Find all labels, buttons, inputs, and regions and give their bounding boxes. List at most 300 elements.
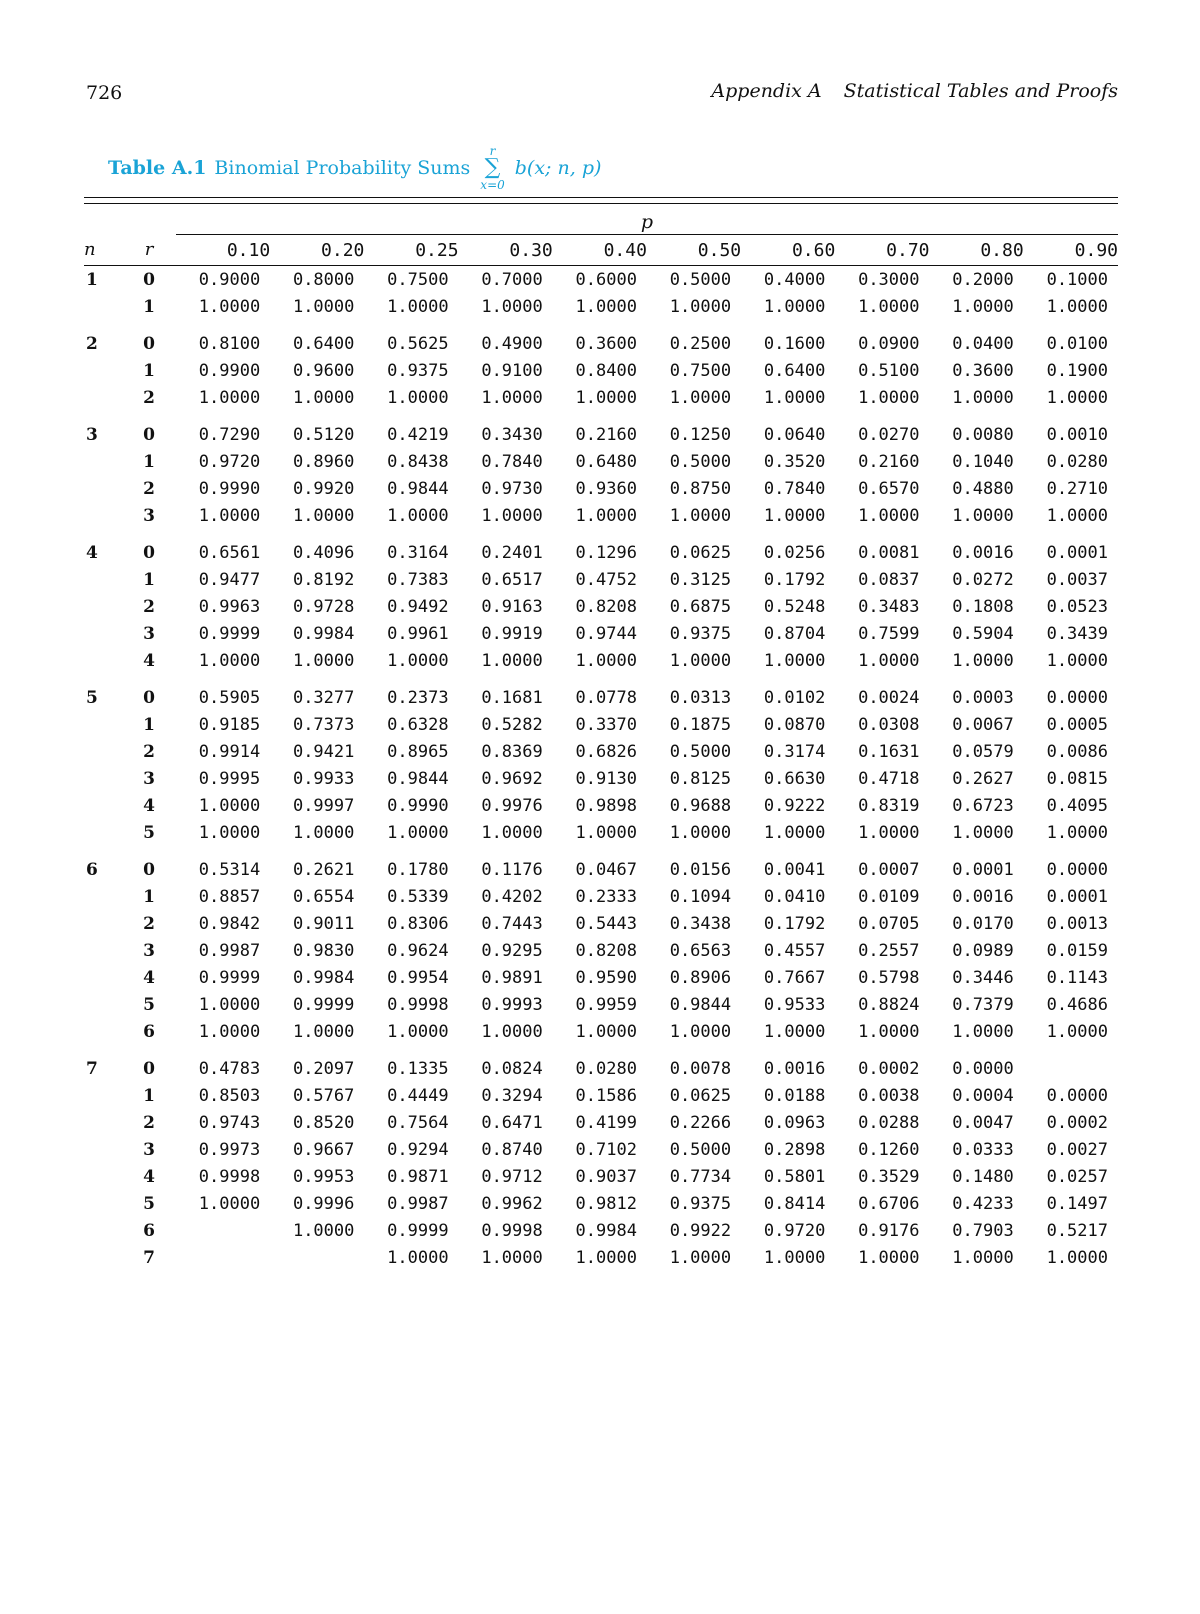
p-header: p	[176, 210, 1118, 235]
probability-cell: 0.0002	[1046, 1112, 1108, 1133]
probability-cell: 0.0188	[763, 1085, 826, 1106]
probability-cell: 0.0001	[1046, 542, 1108, 563]
probability-cell: 1.0000	[292, 505, 355, 526]
probability-cell: 0.9914	[198, 741, 261, 762]
probability-cell: 0.7102	[575, 1139, 637, 1160]
table-row	[84, 593, 1118, 620]
probability-cell: 0.5100	[858, 360, 920, 381]
probability-cell: 0.6706	[858, 1193, 920, 1214]
probability-cell: 0.3370	[575, 714, 637, 735]
table-row	[84, 293, 1118, 320]
probability-cell: 0.7599	[858, 623, 920, 644]
group-spacer	[84, 846, 1118, 856]
probability-cell: 0.9844	[669, 994, 732, 1015]
probability-cell: 0.0705	[858, 913, 920, 934]
probability-cell: 0.9998	[481, 1220, 543, 1241]
probability-cell: 0.9987	[198, 940, 261, 961]
probability-cell: 0.9961	[387, 623, 449, 644]
probability-cell: 0.6570	[858, 478, 920, 499]
n-value	[84, 384, 122, 411]
probability-cell: 0.5798	[858, 967, 920, 988]
probability-cell: 1.0000	[763, 1021, 826, 1042]
probability-cell: 1.0000	[952, 822, 1014, 843]
probability-cell: 0.1792	[763, 913, 826, 934]
probability-cell: 0.5625	[387, 333, 449, 354]
n-value	[84, 991, 122, 1018]
table-row	[84, 819, 1118, 846]
probability-cell: 0.2557	[858, 940, 920, 961]
probability-cell: 0.9999	[198, 967, 261, 988]
probability-cell: 0.0010	[1046, 424, 1108, 445]
probability-cell: 0.0989	[952, 940, 1014, 961]
probability-cell: 0.0001	[952, 859, 1014, 880]
probability-cell	[1024, 1055, 1118, 1082]
probability-cell: 1.0000	[575, 650, 637, 671]
table-row	[84, 357, 1118, 384]
probability-cell: 0.0333	[952, 1139, 1014, 1160]
probability-cell: 0.0640	[763, 424, 826, 445]
probability-cell: 1.0000	[292, 650, 355, 671]
probability-cell: 0.4783	[198, 1058, 261, 1079]
probability-cell: 0.0308	[858, 714, 920, 735]
probability-cell: 0.5339	[387, 886, 449, 907]
table-row	[84, 421, 1118, 448]
r-value: 4	[143, 1166, 155, 1187]
probability-cell: 0.0000	[1046, 1085, 1108, 1106]
probability-cell: 0.9953	[292, 1166, 355, 1187]
probability-cell: 0.1681	[481, 687, 543, 708]
table-row	[84, 1055, 1118, 1082]
probability-cell: 0.0870	[763, 714, 826, 735]
probability-cell: 0.1631	[858, 741, 920, 762]
probability-cell: 0.9976	[481, 795, 543, 816]
probability-cell: 0.0102	[763, 687, 826, 708]
probability-cell: 0.8438	[387, 451, 449, 472]
r-value: 6	[143, 1220, 155, 1241]
p-column-header: 0.25	[415, 239, 459, 261]
probability-cell: 0.8306	[387, 913, 449, 934]
running-head-title: Statistical Tables and Proofs	[843, 80, 1118, 102]
probability-cell: 0.0900	[858, 333, 920, 354]
probability-cell: 0.7000	[481, 269, 543, 290]
probability-cell: 0.7564	[387, 1112, 449, 1133]
n-value	[84, 357, 122, 384]
probability-cell: 0.8400	[575, 360, 637, 381]
probability-cell: 0.6826	[575, 741, 637, 762]
probability-cell: 0.8750	[669, 478, 732, 499]
probability-cell: 0.1176	[481, 859, 543, 880]
table-row	[84, 910, 1118, 937]
r-value: 7	[143, 1247, 155, 1268]
p-column-header: 0.90	[1074, 239, 1118, 261]
probability-cell: 1.0000	[198, 387, 261, 408]
probability-cell: 0.9962	[481, 1193, 543, 1214]
r-value: 2	[143, 1112, 155, 1133]
probability-cell	[176, 1244, 270, 1271]
probability-cell: 1.0000	[952, 1021, 1014, 1042]
probability-cell: 0.2621	[292, 859, 355, 880]
probability-cell: 0.0523	[1046, 596, 1108, 617]
table-row	[84, 1082, 1118, 1109]
r-value: 5	[143, 822, 155, 843]
probability-cell: 0.5217	[1046, 1220, 1108, 1241]
probability-cell: 0.6563	[669, 940, 732, 961]
table-row	[84, 539, 1118, 566]
binomial-expression: b(x; n, p)	[514, 157, 602, 179]
probability-cell: 0.6517	[481, 569, 543, 590]
probability-cell: 1.0000	[763, 296, 826, 317]
probability-cell: 1.0000	[763, 1247, 826, 1268]
probability-cell: 0.6400	[763, 360, 826, 381]
probability-cell: 1.0000	[952, 650, 1014, 671]
n-value	[84, 448, 122, 475]
n-value: 3	[86, 424, 98, 445]
probability-cell: 0.1808	[952, 596, 1014, 617]
r-value: 0	[143, 1058, 155, 1079]
r-value: 1	[143, 296, 155, 317]
p-header-row	[84, 210, 1118, 235]
probability-cell: 0.2500	[669, 333, 732, 354]
n-value	[84, 647, 122, 674]
n-value	[84, 964, 122, 991]
table-row	[84, 566, 1118, 593]
probability-cell: 1.0000	[952, 387, 1014, 408]
probability-cell: 0.0272	[952, 569, 1014, 590]
probability-cell: 0.9712	[481, 1166, 543, 1187]
table-row	[84, 1163, 1118, 1190]
probability-cell: 0.1780	[387, 859, 449, 880]
probability-cell: 0.4686	[1046, 994, 1108, 1015]
probability-cell: 0.9295	[481, 940, 543, 961]
r-value: 1	[143, 360, 155, 381]
probability-cell: 0.9830	[292, 940, 355, 961]
r-value: 1	[143, 451, 155, 472]
probability-cell: 0.0288	[858, 1112, 920, 1133]
probability-cell: 0.8857	[198, 886, 261, 907]
probability-cell: 0.6630	[763, 768, 826, 789]
probability-cell: 0.7383	[387, 569, 449, 590]
n-value	[84, 566, 122, 593]
probability-cell: 0.3439	[1046, 623, 1108, 644]
group-spacer	[84, 529, 1118, 539]
probability-cell: 1.0000	[952, 1247, 1014, 1268]
probability-cell: 0.1497	[1046, 1193, 1108, 1214]
probability-cell: 0.5000	[669, 1139, 732, 1160]
probability-cell: 1.0000	[387, 505, 449, 526]
probability-cell: 0.2627	[952, 768, 1014, 789]
probability-cell: 0.3000	[858, 269, 920, 290]
probability-cell: 0.0837	[858, 569, 920, 590]
probability-cell: 1.0000	[198, 505, 261, 526]
probability-cell: 0.0257	[1046, 1166, 1108, 1187]
r-value: 2	[143, 478, 155, 499]
p-column-header: 0.20	[321, 239, 365, 261]
probability-cell: 0.0007	[858, 859, 920, 880]
probability-cell: 0.3520	[763, 451, 826, 472]
r-value: 2	[143, 913, 155, 934]
probability-cell: 0.7500	[387, 269, 449, 290]
n-value	[84, 910, 122, 937]
n-value	[84, 792, 122, 819]
n-value: 5	[86, 687, 98, 708]
probability-cell: 1.0000	[292, 822, 355, 843]
summation-sigma: ∑	[484, 155, 501, 180]
table-row	[84, 964, 1118, 991]
page-number: 726	[86, 82, 123, 104]
probability-cell: 1.0000	[1046, 387, 1108, 408]
probability-cell: 0.9984	[575, 1220, 637, 1241]
probability-cell: 0.8369	[481, 741, 543, 762]
table-row	[84, 711, 1118, 738]
r-value: 1	[143, 714, 155, 735]
group-spacer	[84, 1045, 1118, 1055]
probability-cell: 0.0081	[858, 542, 920, 563]
table-row	[84, 738, 1118, 765]
table-row	[84, 330, 1118, 357]
probability-cell: 0.1250	[669, 424, 732, 445]
probability-cell: 0.0038	[858, 1085, 920, 1106]
probability-cell: 0.0963	[763, 1112, 826, 1133]
probability-cell: 1.0000	[1046, 1021, 1108, 1042]
n-column-header: n	[84, 239, 96, 261]
probability-cell: 0.9990	[198, 478, 261, 499]
probability-cell: 0.7840	[481, 451, 543, 472]
probability-cell: 0.0625	[669, 1085, 732, 1106]
probability-cell: 0.0003	[952, 687, 1014, 708]
probability-cell: 0.9624	[387, 940, 449, 961]
probability-cell: 0.5905	[198, 687, 261, 708]
probability-cell: 0.9920	[292, 478, 355, 499]
probability-cell: 0.3430	[481, 424, 543, 445]
probability-cell: 0.0109	[858, 886, 920, 907]
n-value	[84, 1244, 122, 1271]
probability-cell: 1.0000	[387, 1021, 449, 1042]
probability-cell: 0.5282	[481, 714, 543, 735]
r-value: 4	[143, 650, 155, 671]
probability-cell: 0.5000	[669, 741, 732, 762]
probability-cell: 0.2373	[387, 687, 449, 708]
probability-cell: 0.1260	[858, 1139, 920, 1160]
table-row	[84, 883, 1118, 910]
probability-cell: 1.0000	[575, 1247, 637, 1268]
probability-cell: 0.9533	[763, 994, 826, 1015]
probability-cell: 1.0000	[669, 387, 732, 408]
probability-cell: 0.6471	[481, 1112, 543, 1133]
probability-cell: 0.9898	[575, 795, 637, 816]
group-spacer	[84, 674, 1118, 684]
probability-cell: 0.0579	[952, 741, 1014, 762]
probability-cell: 0.8520	[292, 1112, 355, 1133]
running-head	[711, 80, 1118, 102]
probability-cell: 1.0000	[292, 296, 355, 317]
n-value: 2	[86, 333, 98, 354]
probability-cell: 0.9954	[387, 967, 449, 988]
summation-symbol	[480, 145, 504, 191]
probability-cell: 0.8414	[763, 1193, 826, 1214]
n-value	[84, 711, 122, 738]
probability-cell: 0.0000	[1046, 859, 1108, 880]
probability-cell: 0.9842	[198, 913, 261, 934]
n-value	[84, 1136, 122, 1163]
running-head-appendix: Appendix A	[711, 80, 822, 102]
probability-cell: 0.9933	[292, 768, 355, 789]
probability-cell: 0.7443	[481, 913, 543, 934]
probability-cell: 0.9997	[292, 795, 355, 816]
probability-cell: 0.0625	[669, 542, 732, 563]
probability-cell: 0.7840	[763, 478, 826, 499]
probability-cell: 0.0080	[952, 424, 1014, 445]
probability-cell: 0.5443	[575, 913, 637, 934]
column-header-row	[84, 235, 1118, 266]
probability-cell: 0.0005	[1046, 714, 1108, 735]
probability-cell: 1.0000	[1046, 822, 1108, 843]
probability-cell: 0.0270	[858, 424, 920, 445]
probability-cell: 1.0000	[387, 822, 449, 843]
binomial-table	[84, 210, 1118, 1271]
probability-cell: 0.2160	[575, 424, 637, 445]
probability-cell: 0.3294	[481, 1085, 543, 1106]
probability-cell: 0.8704	[763, 623, 826, 644]
probability-cell: 0.1296	[575, 542, 637, 563]
table-row	[84, 1109, 1118, 1136]
probability-cell: 1.0000	[669, 822, 732, 843]
probability-cell: 0.9963	[198, 596, 261, 617]
probability-cell: 0.0086	[1046, 741, 1108, 762]
probability-cell: 0.0041	[763, 859, 826, 880]
table-caption	[108, 140, 601, 196]
probability-cell: 1.0000	[952, 505, 1014, 526]
probability-cell: 0.5801	[763, 1166, 826, 1187]
probability-cell: 0.3277	[292, 687, 355, 708]
table-row	[84, 620, 1118, 647]
probability-cell: 0.7667	[763, 967, 826, 988]
probability-cell: 1.0000	[481, 1021, 543, 1042]
n-value	[84, 620, 122, 647]
n-value	[84, 765, 122, 792]
p-column-header: 0.70	[886, 239, 930, 261]
n-value	[84, 1190, 122, 1217]
table-row	[84, 991, 1118, 1018]
probability-cell: 0.9900	[198, 360, 261, 381]
n-value	[84, 883, 122, 910]
probability-cell: 1.0000	[575, 1021, 637, 1042]
probability-cell: 0.6561	[198, 542, 261, 563]
p-column-header: 0.80	[980, 239, 1024, 261]
table-row	[84, 266, 1118, 294]
table-label: Table A.1	[108, 157, 207, 179]
probability-cell: 0.4880	[952, 478, 1014, 499]
probability-cell: 0.4199	[575, 1112, 637, 1133]
probability-cell: 0.9990	[387, 795, 449, 816]
n-value	[84, 293, 122, 320]
probability-cell: 1.0000	[292, 1021, 355, 1042]
probability-cell: 0.2266	[669, 1112, 732, 1133]
probability-cell: 1.0000	[575, 387, 637, 408]
probability-cell: 0.0016	[952, 542, 1014, 563]
probability-cell: 1.0000	[481, 1247, 543, 1268]
probability-cell: 0.0280	[575, 1058, 637, 1079]
probability-cell: 0.3600	[575, 333, 637, 354]
probability-cell: 0.9100	[481, 360, 543, 381]
probability-cell: 0.2401	[481, 542, 543, 563]
probability-cell: 0.0078	[669, 1058, 732, 1079]
probability-cell: 0.9973	[198, 1139, 261, 1160]
table-row	[84, 937, 1118, 964]
table-row	[84, 448, 1118, 475]
probability-cell: 1.0000	[387, 650, 449, 671]
probability-cell: 0.6723	[952, 795, 1014, 816]
probability-cell: 0.9999	[387, 1220, 449, 1241]
probability-cell: 0.9744	[575, 623, 637, 644]
probability-cell: 0.4449	[387, 1085, 449, 1106]
probability-cell	[270, 1244, 364, 1271]
r-value: 1	[143, 1085, 155, 1106]
probability-cell: 0.9959	[575, 994, 637, 1015]
probability-cell: 0.9688	[669, 795, 732, 816]
probability-cell: 0.0004	[952, 1085, 1014, 1106]
probability-cell: 0.0002	[858, 1058, 920, 1079]
probability-cell: 1.0000	[858, 822, 920, 843]
probability-cell: 0.6875	[669, 596, 732, 617]
r-column-header: r	[144, 239, 154, 261]
r-value: 1	[143, 569, 155, 590]
probability-cell: 1.0000	[1046, 650, 1108, 671]
probability-cell: 0.7373	[292, 714, 355, 735]
probability-cell: 0.3483	[858, 596, 920, 617]
probability-cell: 1.0000	[763, 387, 826, 408]
probability-cell: 1.0000	[1046, 296, 1108, 317]
probability-cell: 0.9492	[387, 596, 449, 617]
table-row	[84, 1190, 1118, 1217]
r-value: 1	[143, 886, 155, 907]
probability-cell: 0.4219	[387, 424, 449, 445]
probability-cell: 0.4233	[952, 1193, 1014, 1214]
probability-cell: 0.9844	[387, 478, 449, 499]
probability-cell: 0.4096	[292, 542, 355, 563]
r-value: 0	[143, 424, 155, 445]
probability-cell: 0.2160	[858, 451, 920, 472]
probability-cell: 0.8960	[292, 451, 355, 472]
p-column-header: 0.30	[509, 239, 553, 261]
probability-cell: 0.0047	[952, 1112, 1014, 1133]
group-spacer	[84, 320, 1118, 330]
probability-cell: 0.0037	[1046, 569, 1108, 590]
probability-cell: 1.0000	[198, 822, 261, 843]
probability-cell: 1.0000	[858, 1021, 920, 1042]
r-value: 6	[143, 1021, 155, 1042]
probability-cell: 0.9999	[292, 994, 355, 1015]
n-value	[84, 937, 122, 964]
probability-cell: 0.4752	[575, 569, 637, 590]
probability-cell: 0.0256	[763, 542, 826, 563]
table-row	[84, 1136, 1118, 1163]
probability-cell: 1.0000	[292, 1220, 355, 1241]
probability-cell: 0.8192	[292, 569, 355, 590]
probability-cell: 0.1792	[763, 569, 826, 590]
probability-cell: 0.1040	[952, 451, 1014, 472]
probability-cell: 0.9360	[575, 478, 637, 499]
probability-cell: 0.4202	[481, 886, 543, 907]
probability-cell: 0.9294	[387, 1139, 449, 1160]
probability-cell: 0.9421	[292, 741, 355, 762]
probability-cell: 1.0000	[387, 296, 449, 317]
probability-cell: 0.9999	[198, 623, 261, 644]
probability-cell: 0.4095	[1046, 795, 1108, 816]
probability-cell: 1.0000	[387, 387, 449, 408]
probability-cell: 0.0467	[575, 859, 637, 880]
probability-cell: 0.9812	[575, 1193, 637, 1214]
table-row	[84, 475, 1118, 502]
